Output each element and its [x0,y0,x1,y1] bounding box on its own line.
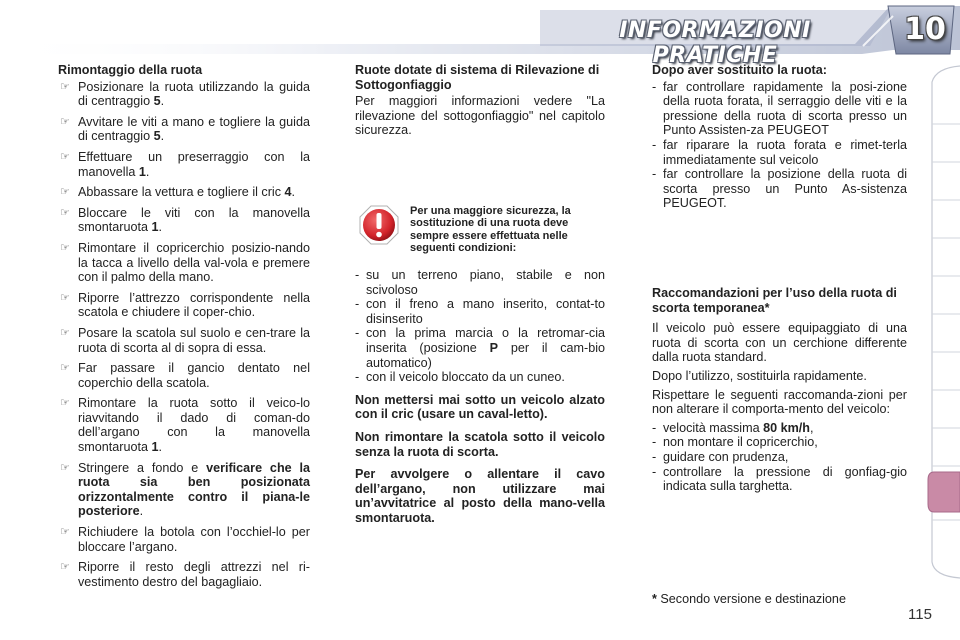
item-emphasis: 1 [151,440,159,455]
rec-item [652,435,907,450]
item-tail: , [810,420,814,435]
item-text: con il veicolo bloccato da un cuneo. [366,370,565,385]
item-emphasis: P [489,340,499,355]
item-text: con la prima marcia o la retromar-cia inserita (posizione [366,326,605,355]
item-text: Rimontare la ruota sotto il veico-lo riavvitando il dado di coman-do dell’argano con la manovella smontaruota [78,396,310,455]
step-item [58,206,310,235]
item-tail: . [160,94,165,109]
safety-notes [355,393,605,526]
step-item [58,560,310,589]
item-text: guidare con prudenza, [663,449,789,464]
warning-box [355,203,605,263]
item-emphasis: 80 km/h [763,420,810,435]
step-item [58,241,310,285]
warning-text: Per una maggiore sicurezza, la sostituzione di una ruota deve sempre essere effettuata nelle seguenti condizioni: [410,205,571,255]
pointing-hand-icon: ☞ [60,326,70,339]
item-emphasis: 1 [138,164,146,179]
item-tail: . [160,129,165,144]
column-wheel-refit [58,63,310,595]
active-chapter-tab[interactable] [928,472,960,512]
item-text: Rimontare il copricerchio posizio-nando la tacca a livello della val-vola e premere con il palmo della mano. [78,240,310,285]
chapter-number: 10 [904,12,946,47]
item-emphasis: 5 [153,94,161,109]
item-text: controllare la pressione di gonfiag-gio indicata sulla targhetta. [663,464,907,494]
item-text: Riporre il resto degli attrezzi nel ri-vestimento destro del bagagliaio. [78,560,310,589]
column-tpms [355,63,605,145]
pointing-hand-icon: ☞ [60,526,70,539]
step-item [58,461,310,519]
step-item [58,525,310,554]
chapter-title: INFORMAZIONI PRATICHE [619,18,811,68]
item-tail: . [158,440,163,455]
step-item [58,396,310,454]
item-text: Avvitare le viti a mano e togliere la guida di centraggio [78,114,310,144]
pointing-hand-icon: ☞ [60,397,70,410]
step-item [58,361,310,390]
section-heading: Rimontaggio della ruota [58,63,203,77]
pointing-hand-icon: ☞ [60,241,70,254]
after-item: - far controllare rapidamente la posi-zione della ruota forata, il serraggio delle viti e la pressione della ruota di scorta presso un Punto Assisten-za PEUGEOT [652,80,907,138]
step-item [58,80,310,109]
condition-item [355,268,605,297]
footnote-star: * [652,592,657,606]
safety-note: Per avvolgere o allentare il cavo dell’argano, non utilizzare mai un’avvitatrice al posto della mano-vella smontaruota. [355,467,605,525]
chapter-tabs [926,62,960,582]
footnote-text: Secondo versione e destinazione [656,592,846,606]
step-item [58,115,310,144]
item-text: Richiudere la botola con l’occhiel-lo per bloccare l’argano. [78,525,310,554]
item-text: Far passare il gancio dentato nel coperchio della scatola. [78,361,310,390]
item-text: non montare il copricerchio, [663,435,818,450]
item-text: su un terreno piano, stabile e non scivoloso [366,268,605,297]
page-number: 115 [908,606,932,623]
conditions-list [355,268,605,385]
rec-item [652,450,907,465]
step-item [58,185,310,200]
footnote [652,592,846,606]
condition-item [355,370,605,385]
rec-paragraph-2: Dopo l’utilizzo, sostituirla rapidamente. [652,368,867,383]
item-text: Abbassare la vettura e togliere il cric [78,185,285,200]
safety-note: Non mettersi mai sotto un veicolo alzato con il cric (usare un caval-letto). [355,392,605,422]
header-banner [0,0,960,68]
pointing-hand-icon: ☞ [60,291,70,304]
exclamation-icon [359,205,399,245]
item-tail: . [158,220,163,235]
item-text: Posare la scatola sul suolo e cen-trare la ruota di scorta al di sopra di essa. [78,325,310,355]
section-heading: Raccomandazioni per l’uso della ruota di scorta temporanea* [652,286,897,315]
after-replacement-list [652,80,907,211]
refit-steps-list [58,80,310,590]
condition-item [355,297,605,326]
condition-item [355,326,605,370]
pointing-hand-icon: ☞ [60,561,70,574]
item-emphasis: 1 [151,220,159,235]
pointing-hand-icon: ☞ [60,362,70,375]
section-heading: Dopo aver sostituito la ruota: [652,63,827,77]
column-tpms-conditions [355,268,605,534]
after-item: - far controllare la posizione della ruota di scorta presso un Punto As-sistenza PEUGEOT. [652,167,907,211]
rec-item [652,465,907,494]
item-emphasis: 5 [153,129,161,144]
item-emphasis: verificare che la ruota sia ben posizionata orizzontalmente contro il piana-le posteriore [78,460,310,519]
step-item [58,150,310,179]
pointing-hand-icon: ☞ [60,206,70,219]
pointing-hand-icon: ☞ [60,461,70,474]
item-tail: per il cam-bio automatico) [366,340,606,370]
item-text: Riporre l’attrezzo corrispondente nella scatola e chiudere il coper-chio. [78,290,310,320]
item-emphasis: 4 [284,185,292,200]
pointing-hand-icon: ☞ [60,186,70,199]
after-item: - far riparare la ruota forata e rimet-terla immediatamente sul veicolo [652,138,907,167]
rec-list [652,421,907,494]
rec-item [652,421,907,436]
item-tail: . [139,504,144,519]
item-text: Effettuare un preserraggio con la manovella [78,149,310,179]
pointing-hand-icon: ☞ [60,115,70,128]
item-text: Bloccare le viti con la manovella smontaruota [78,205,310,235]
item-text: Posizionare la ruota utilizzando la guida di centraggio [78,79,310,109]
item-tail: . [145,164,150,179]
pointing-hand-icon: ☞ [60,150,70,163]
item-tail: . [291,185,296,200]
step-item [58,291,310,320]
item-text: con il freno a mano inserito, contat-to disinserito [366,297,605,326]
section-heading: Ruote dotate di sistema di Rilevazione di Sottogonfiaggio [355,63,600,92]
pointing-hand-icon: ☞ [60,80,70,93]
step-item [58,326,310,355]
rec-paragraph-3: Rispettare le seguenti raccomanda-zioni per non alterare il comporta-mento del veicolo: [652,387,907,417]
item-text: velocità massima [663,420,764,435]
tpms-paragraph: Per maggiori informazioni vedere "La rilevazione del sottogonfiaggio" nel capitolo sicurezza. [355,94,605,138]
temporary-spare-recommendations [652,286,907,502]
safety-note: Non rimontare la scatola sotto il veicolo senza la ruota di scorta. [355,429,605,459]
rec-paragraph-1: Il veicolo può essere equipaggiato di una ruota di scorta con un cerchione differente dalla ruota standard. [652,321,907,365]
item-text: Stringere a fondo e [78,460,207,475]
column-after-replacement [652,63,907,219]
